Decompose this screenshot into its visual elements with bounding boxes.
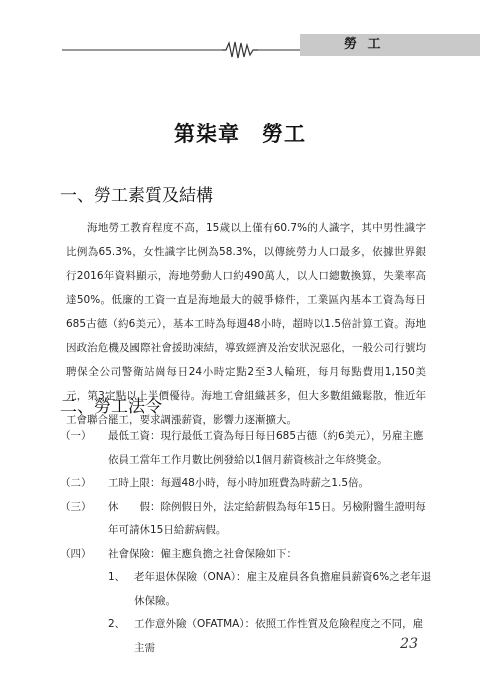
header-section-tab: 勞 工 <box>300 34 480 56</box>
paragraph-text: 海地勞工教育程度不高，15歲以上僅有60.7%的人識字，其中男性識字比例為65.3%，女性識字比例為58.3%，以傳統勞力人口最多，依據世界銀行2016年資料顯示，海地勞動人口約490萬人，以人口總數換算，失業率高達50%。低廉的工資一直是海地最大的競爭條件，工業區內基本工資為每日685古德（約6美元），基本工時為每週48小時，超時以1.5倍計算工資。海地因政治危機及國際社會援助凍結，導致經濟及治安狀況惡化，一般公司行號均聘保全公司警衛站崗每日24小時定點2至3人輪班，每月每點費用1,150美元，第3定點以上半價優待。海地工會組織甚多，但大多數組織鬆散，惟近年工會聯合罷工，要求調漲薪資，影響力逐漸擴大。 <box>66 222 426 426</box>
list-item-text: 工時上限：每週48小時，每小時加班費為時薪之1.5倍。 <box>108 477 370 489</box>
list-item <box>60 472 432 496</box>
sub-item-number: 2、 <box>108 618 126 630</box>
section-title-labor-quality: 一、勞工素質及結構 <box>60 186 213 206</box>
sub-item-text: 工作意外險（OFATMA）：依照工作性質及危險程度之不同，雇主需 <box>134 618 424 654</box>
list-item-text: 社會保險：僱主應負擔之社會保險如下： <box>108 547 297 560</box>
list-item <box>60 496 432 543</box>
list-item <box>60 543 432 567</box>
sub-list-item <box>60 566 432 613</box>
section-title-labor-law: 二、勞工法令 <box>60 397 162 417</box>
list-item-number: （三） <box>60 500 92 513</box>
list-item-text: 休 假：除例假日外，法定給薪假為每年15日。另檢附醫生證明每年可請休15日給薪病假。 <box>108 500 426 536</box>
sub-item-text: 老年退休保險（ONA）：雇主及雇員各負擔雇員薪資6%之老年退休保險。 <box>134 571 432 607</box>
chapter-title: 第柒章 勞工 <box>174 121 306 146</box>
list-item-number: （二） <box>60 477 92 489</box>
labor-law-list <box>60 425 432 660</box>
list-item-number: （一） <box>60 430 92 442</box>
list-item <box>60 425 432 472</box>
list-item-number: （四） <box>60 547 92 560</box>
sub-item-number: 1、 <box>108 571 126 583</box>
sub-list-item <box>60 613 432 660</box>
list-item-text: 最低工資：現行最低工資為每日每日685古德（約6美元），另雇主應依員工當年工作月數比例發給以1個月薪資核計之年終獎金。 <box>108 430 424 466</box>
page-number: 23 <box>400 636 418 652</box>
